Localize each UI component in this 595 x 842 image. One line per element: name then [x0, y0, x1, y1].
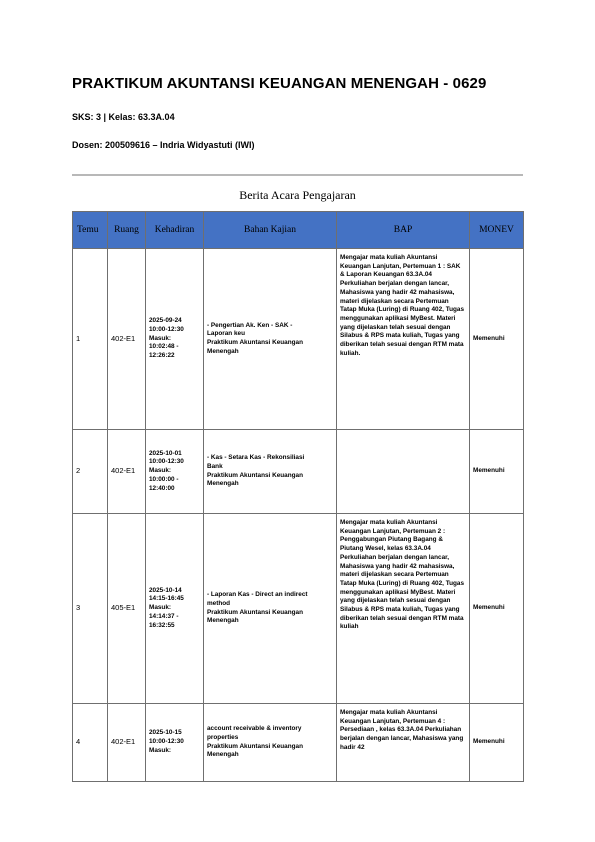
bahan-line: Laporan keu [207, 330, 245, 338]
header-temu: Temu [73, 212, 108, 249]
kehadiran-line: 2025-10-01 [149, 449, 182, 457]
table-row [73, 430, 524, 514]
bahan-line: Menengah [207, 617, 239, 625]
kehadiran-line: 10:00:00 - [149, 475, 179, 483]
cell-bahan-kajian [204, 249, 337, 430]
cell-kehadiran [146, 249, 204, 430]
bahan-line: Menengah [207, 480, 239, 488]
bahan-line: Menengah [207, 347, 239, 355]
cell-temu: 3 [73, 514, 108, 704]
cell-ruang: 402-E1 [108, 430, 146, 514]
kehadiran-line: Masuk: [149, 604, 172, 612]
table-row [73, 249, 524, 430]
cell-bahan-kajian [204, 704, 337, 782]
cell-temu: 4 [73, 704, 108, 782]
kehadiran-line: Masuk: [149, 746, 172, 754]
bahan-line: - Laporan Kas - Direct an indirect [207, 591, 308, 599]
cell-monev: Memenuhi [470, 514, 524, 704]
cell-monev: Memenuhi [470, 249, 524, 430]
kehadiran-line: 12:26:22 [149, 352, 175, 360]
cell-bap: Mengajar mata kuliah Akuntansi Keuangan Lanjutan, Pertemuan 1 : SAK & Laporan Keuangan 63.3A.04 Perkuliahan berjalan dengan lancar, Mahasiswa yang hadir 42 mahasiswa, materi dijelaskan secara Pertemuan Tatap Muka (Luring) di Ruang 402, Tugas menggunakan aplikasi MyBest. Materi yang dijelaskan telah sesuai dengan Silabus & RPS mata kuliah, Tugas yang diberikan telah sesuai dengan RTM mata kuliah. [337, 249, 470, 430]
cell-bahan-kajian [204, 430, 337, 514]
kehadiran-line: 12:40:00 [149, 484, 175, 492]
cell-bap [337, 704, 470, 782]
bahan-line: properties [207, 733, 239, 741]
cell-bahan-kajian [204, 514, 337, 704]
kehadiran-line: 16:32:55 [149, 621, 175, 629]
course-title: PRAKTIKUM AKUNTANSI KEUANGAN MENENGAH - 0629 [72, 75, 487, 92]
kehadiran-line: 10:00-12:30 [149, 738, 184, 746]
cell-monev: Memenuhi [470, 704, 524, 782]
header-bahan-kajian: Bahan Kajian [204, 212, 337, 249]
kehadiran-line: 14:15-16:45 [149, 595, 184, 603]
bahan-line: Menengah [207, 751, 239, 759]
cell-kehadiran [146, 704, 204, 782]
sks-class-line: SKS: 3 | Kelas: 63.3A.04 [72, 112, 175, 122]
kehadiran-line: 2025-10-15 [149, 729, 182, 737]
teaching-report-table [72, 211, 524, 782]
bahan-line: Praktikum Akuntansi Keuangan [207, 471, 303, 479]
bahan-line: - Pengertian Ak. Ken - SAK - [207, 321, 293, 329]
bap-text-clip: Mengajar mata kuliah Akuntansi Keuangan Lanjutan, Pertemuan 4 : Persediaan , kelas 63.3A.04 Perkuliahan berjalan dengan lancar, Mahasiswa yang hadir 42 [340, 709, 464, 751]
section-title: Berita Acara Pengajaran [239, 188, 356, 202]
bahan-line: method [207, 599, 231, 607]
kehadiran-line: 14:14:37 - [149, 612, 179, 620]
kehadiran-line: 10:02:48 - [149, 343, 179, 351]
bahan-line: - Kas - Setara Kas - Rekonsiliasi [207, 454, 305, 462]
bahan-line: account receivable & inventory [207, 725, 302, 733]
cell-kehadiran [146, 430, 204, 514]
header-monev: MONEV [470, 212, 524, 249]
kehadiran-line: Masuk: [149, 334, 172, 342]
header-kehadiran: Kehadiran [146, 212, 204, 249]
cell-bap: Mengajar mata kuliah Akuntansi Keuangan Lanjutan, Pertemuan 2 : Penggabungan Piutang Bagang & Piutang Wesel, kelas 63.3A.04 Perkuliahan berjalan dengan lancar, Mahasiswa yang hadir 42 mahasiswa, materi dijelaskan secara Pertemuan Tatap Muka (Luring) di Ruang 402, Tugas menggunakan aplikasi MyBest. Materi yang dijelaskan telah sesuai dengan Silabus & RPS mata kuliah, Tugas yang diberikan telah sesuai dengan RTM mata kuliah [337, 514, 470, 704]
table-row [73, 514, 524, 704]
cell-ruang: 405-E1 [108, 514, 146, 704]
cell-temu: 1 [73, 249, 108, 430]
kehadiran-line: Masuk: [149, 467, 172, 475]
header-ruang: Ruang [108, 212, 146, 249]
horizontal-divider [72, 174, 523, 176]
kehadiran-line: 2025-10-14 [149, 586, 182, 594]
table-row [73, 704, 524, 782]
table-header-row [73, 212, 524, 249]
header-bap: BAP [337, 212, 470, 249]
cell-kehadiran [146, 514, 204, 704]
bahan-line: Praktikum Akuntansi Keuangan [207, 608, 303, 616]
cell-monev: Memenuhi [470, 430, 524, 514]
kehadiran-line: 10:00-12:30 [149, 325, 184, 333]
kehadiran-line: 10:00-12:30 [149, 458, 184, 466]
cell-ruang: 402-E1 [108, 249, 146, 430]
cell-temu: 2 [73, 430, 108, 514]
kehadiran-line: 2025-09-24 [149, 317, 182, 325]
cell-ruang: 402-E1 [108, 704, 146, 782]
lecturer-line: Dosen: 200509616 – Indria Widyastuti (IWI) [72, 140, 255, 150]
bahan-line: Praktikum Akuntansi Keuangan [207, 742, 303, 750]
cell-bap [337, 430, 470, 514]
bahan-line: Praktikum Akuntansi Keuangan [207, 339, 303, 346]
bahan-line: Bank [207, 462, 223, 470]
